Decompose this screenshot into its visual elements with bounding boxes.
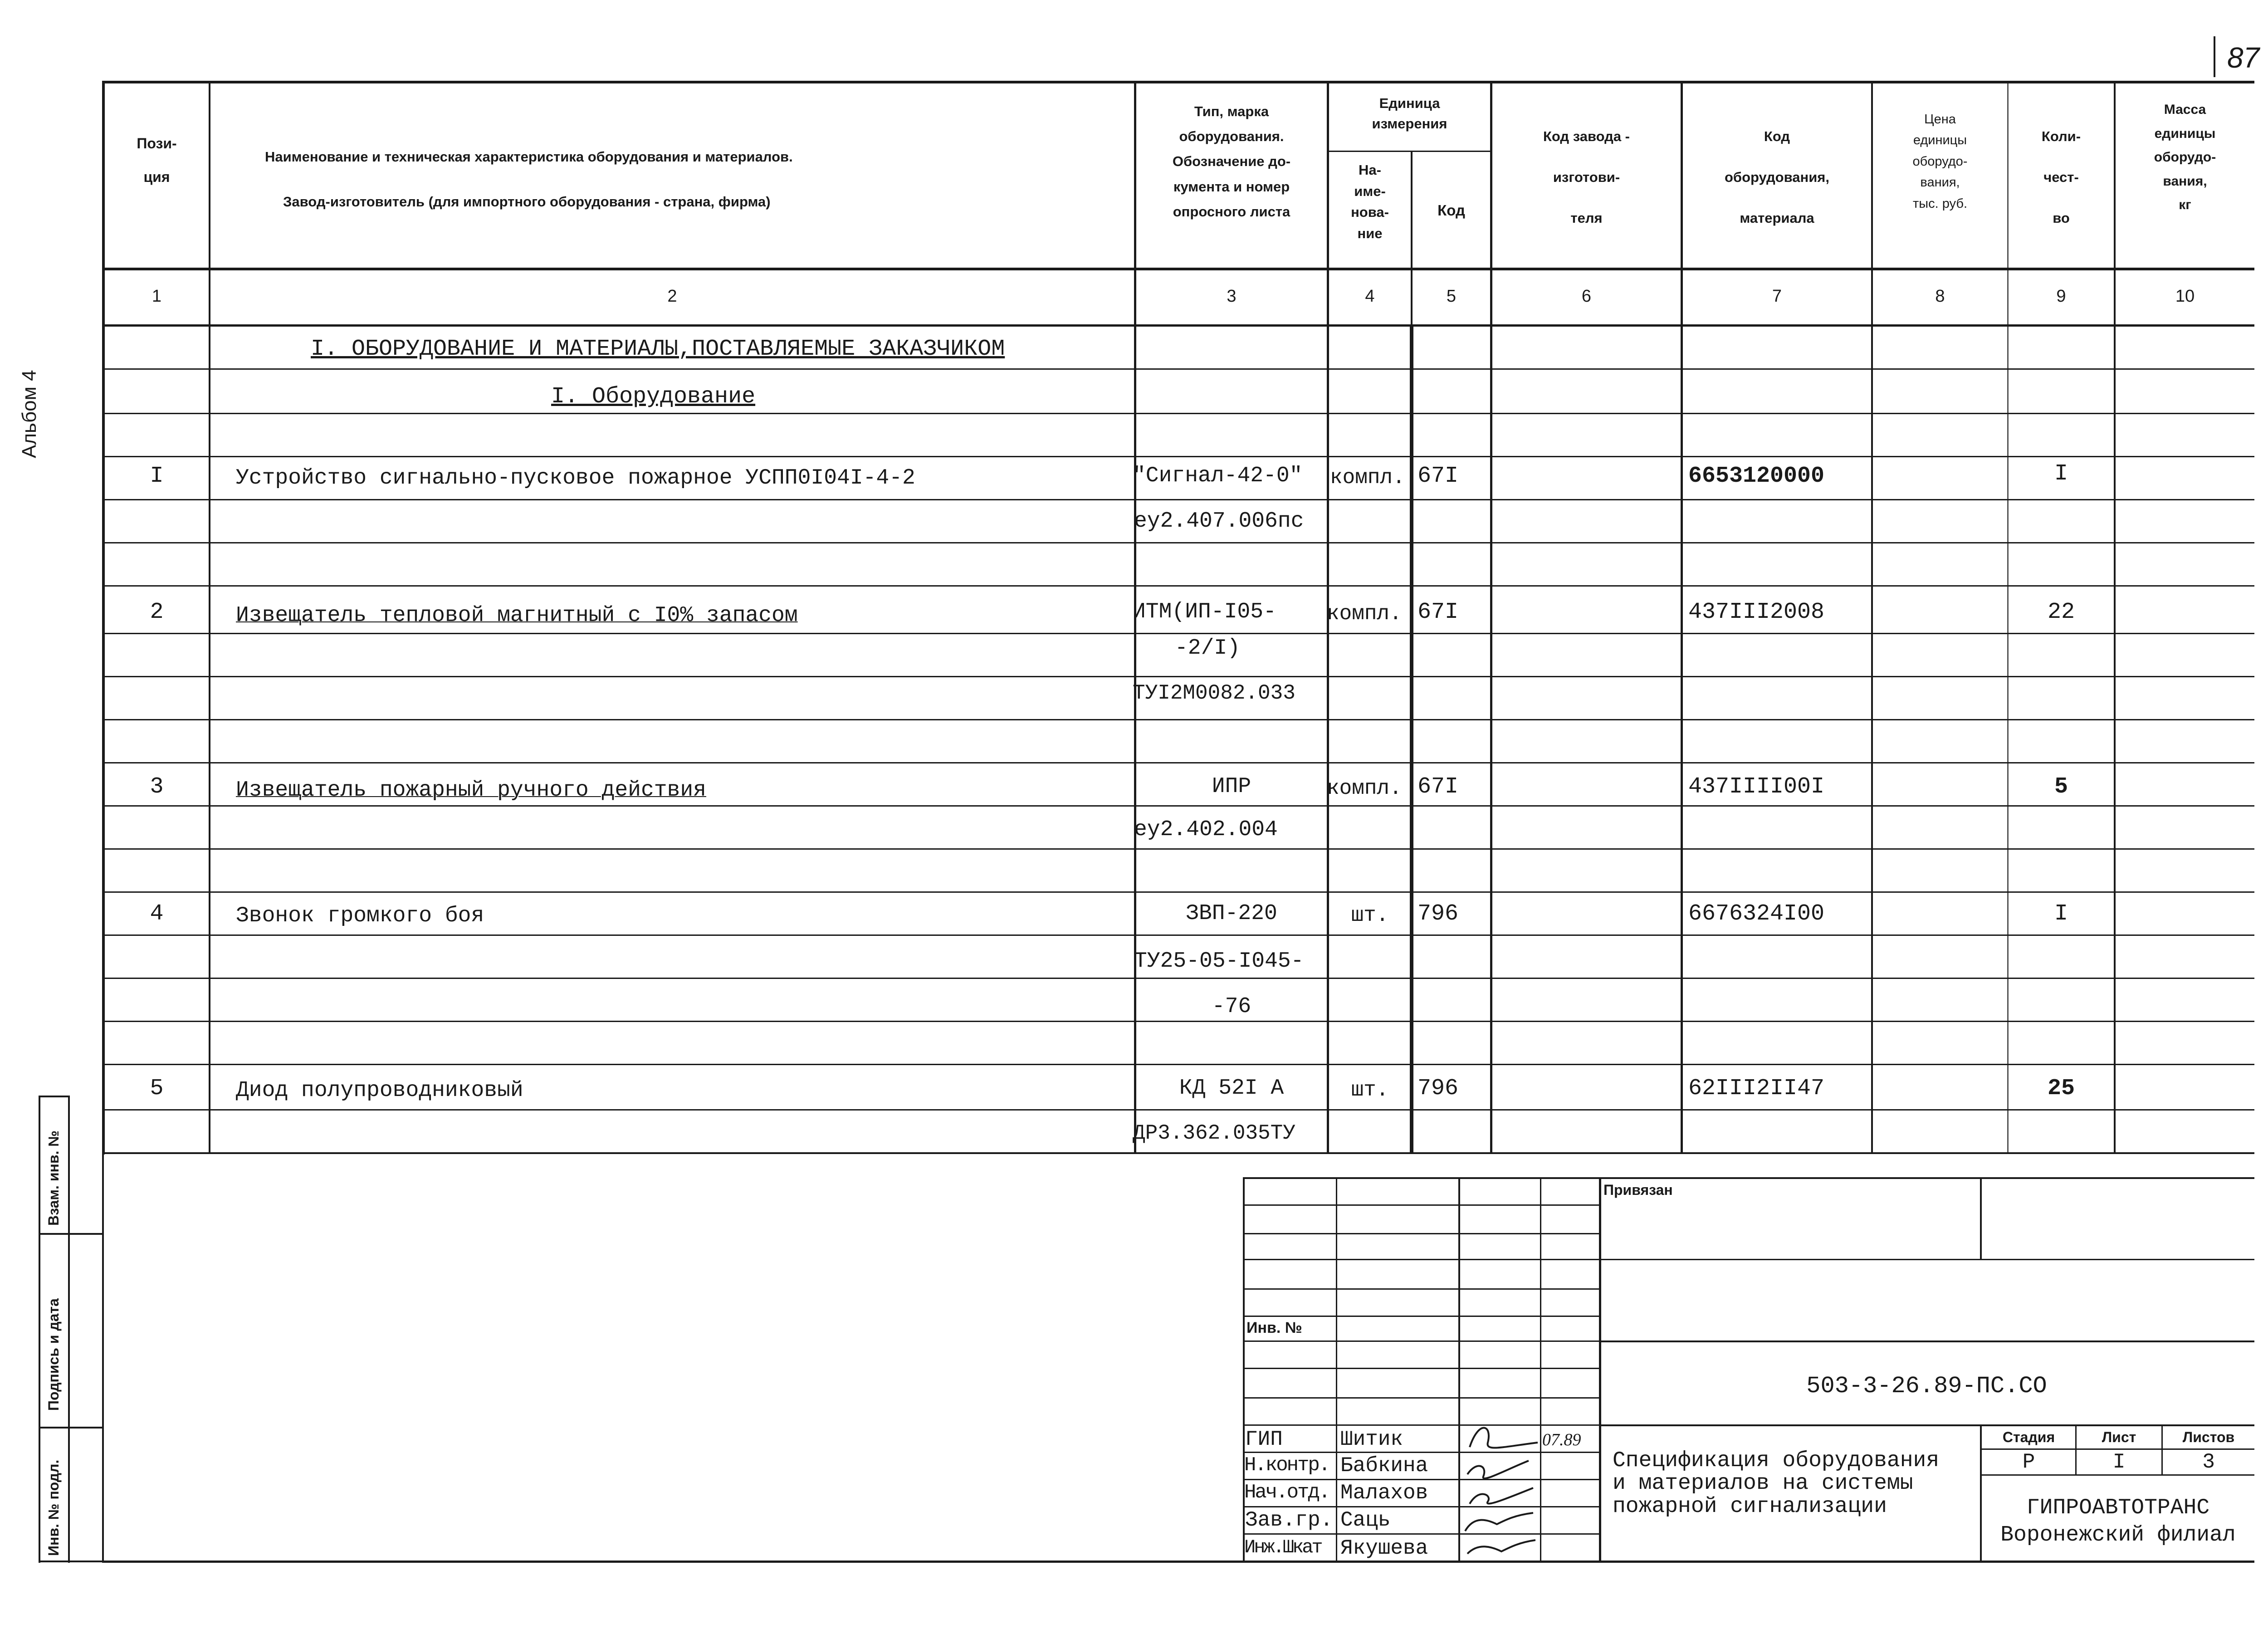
document-code: 503-3-26.89-ПС.СО [1806, 1373, 2047, 1399]
name-shitik: Шитик [1340, 1428, 1403, 1451]
row-position: 4 [150, 901, 164, 927]
row-type: КД 52I А [1179, 1076, 1284, 1101]
row-type: "Сигнал-42-0" [1133, 464, 1303, 488]
row-position: 5 [150, 1076, 164, 1101]
row-equipment-code: 62III2II47 [1688, 1076, 1825, 1101]
header-unit-name: На- име- нова- ние [1351, 162, 1389, 241]
row-type-doc: -76 [1212, 994, 1251, 1019]
header-maker-code: Код завода - изготови- теля [1543, 128, 1630, 226]
row-type-doc: ДР3.362.035ТУ [1133, 1121, 1295, 1145]
page-number: 87 [2214, 36, 2268, 77]
header-equipment-code: Код оборудования, материала [1724, 128, 1829, 226]
row-unit: шт. [1351, 1078, 1389, 1102]
sheets-label: Листов [2182, 1429, 2235, 1445]
row-unit: шт. [1351, 904, 1389, 927]
signature-date: 07.89 [1542, 1430, 1581, 1449]
row-quantity: 22 [2047, 599, 2075, 625]
name-yakusheva: Якушева [1340, 1536, 1428, 1560]
organization-branch: Воронежский филиал [2000, 1523, 2236, 1547]
row-unit: компл. [1327, 602, 1402, 626]
name-malahov: Малахов [1340, 1481, 1428, 1505]
row-type-doc: еу2.407.006пс [1134, 509, 1304, 533]
row-quantity: 5 [2054, 774, 2068, 800]
header-mass: Масса единицы оборудо- вания, кг [2154, 102, 2216, 212]
name-sats: Саць [1340, 1508, 1391, 1532]
organization-name: ГИПРОАВТОТРАНС [2026, 1496, 2210, 1520]
inv-orig-label: Инв. № подл. [45, 1459, 62, 1556]
row-unit-code: 796 [1418, 901, 1459, 927]
row-unit-code: 796 [1418, 1076, 1459, 1101]
role-inzh: Инж.Шкат [1244, 1536, 1321, 1558]
row-equipment-code: 6653120000 [1688, 463, 1825, 489]
row-equipment-code: 437IIII00I [1688, 774, 1825, 800]
header-unit-code: Код [1437, 202, 1465, 219]
row-quantity: I [2054, 901, 2068, 927]
row-equipment-code: 437III2008 [1688, 599, 1825, 625]
row-unit-code: 67I [1418, 599, 1459, 625]
row-type-doc: еу2.402.004 [1134, 817, 1278, 842]
sheets-value: 3 [2202, 1450, 2215, 1474]
row-name: Диод полупроводниковый [236, 1078, 523, 1103]
row-position: 2 [150, 599, 164, 625]
header-type: Тип, марка оборудования. Обозначение до- кумента и номер опросного листа [1172, 103, 1291, 220]
stage-value: Р [2022, 1450, 2035, 1474]
row-name: Устройство сигнально-пусковое пожарное УСПП0I04I-4-2 [236, 466, 915, 490]
row-quantity: I [2054, 461, 2068, 487]
row-type: ЗВП-220 [1186, 901, 1277, 926]
sheet-value: I [2112, 1450, 2126, 1474]
privyazan-label: Привязан [1603, 1182, 1673, 1198]
row-unit-code: 67I [1418, 463, 1459, 489]
album-label: Альбом 4 [18, 370, 40, 458]
inv-no-label: Инв. № [1246, 1319, 1302, 1336]
row-unit: компл. [1330, 466, 1405, 489]
row-type: ИПР [1212, 774, 1251, 799]
row-name: Извещатель пожарный ручного действия [236, 778, 706, 802]
role-gip: ГИП [1245, 1428, 1283, 1451]
row-unit-code: 67I [1418, 774, 1459, 800]
signatures [1461, 1415, 1542, 1561]
name-babkina: Бабкина [1340, 1454, 1428, 1477]
row-name: Извещатель тепловой магнитный с I0% запасом [236, 603, 798, 628]
header-price: Цена единицы оборудо- вания, тыс. руб. [1912, 112, 1968, 211]
role-nachotd: Нач.отд. [1244, 1481, 1330, 1504]
inv-replace-label: Взам. инв. № [45, 1130, 62, 1226]
header-name: Наименование и техническая характеристика оборудования и материалов. Завод-изготовитель (для импортного оборудования - страна, фирма) [265, 149, 793, 210]
role-ncontr: Н.контр. [1244, 1454, 1330, 1477]
row-type-doc: -2/I) [1175, 636, 1241, 660]
sheet-label: Лист [2102, 1429, 2136, 1445]
role-zavgr: Зав.гр. [1245, 1508, 1333, 1532]
header-unit: Единица измерения [1372, 95, 1447, 132]
row-unit: компл. [1327, 777, 1402, 800]
section-title: I. ОБОРУДОВАНИЕ И МАТЕРИАЛЫ,ПОСТАВЛЯЕМЫЕ ЗАКАЗЧИКОМ [311, 336, 1005, 362]
row-name: Звонок громкого боя [236, 904, 484, 928]
subsection-title: I. Оборудование [551, 384, 756, 410]
row-type-doc: ТУ25-05-I045- [1134, 949, 1304, 974]
document-description: Спецификация оборудования и материалов на системы пожарной сигнализации [1613, 1448, 1940, 1519]
row-type-doc: ТУI2М0082.033 [1133, 681, 1295, 705]
row-quantity: 25 [2047, 1076, 2075, 1101]
header-quantity: Коли- чест- во [2041, 128, 2081, 226]
row-type: ИТМ(ИП-I05- [1133, 600, 1276, 624]
row-position: 3 [150, 774, 164, 800]
stage-label: Стадия [2002, 1429, 2055, 1445]
header-position: Пози- ция [137, 135, 177, 185]
sign-date-label: Подпись и дата [45, 1298, 62, 1411]
row-position: I [150, 463, 164, 489]
row-equipment-code: 6676324I00 [1688, 901, 1825, 927]
